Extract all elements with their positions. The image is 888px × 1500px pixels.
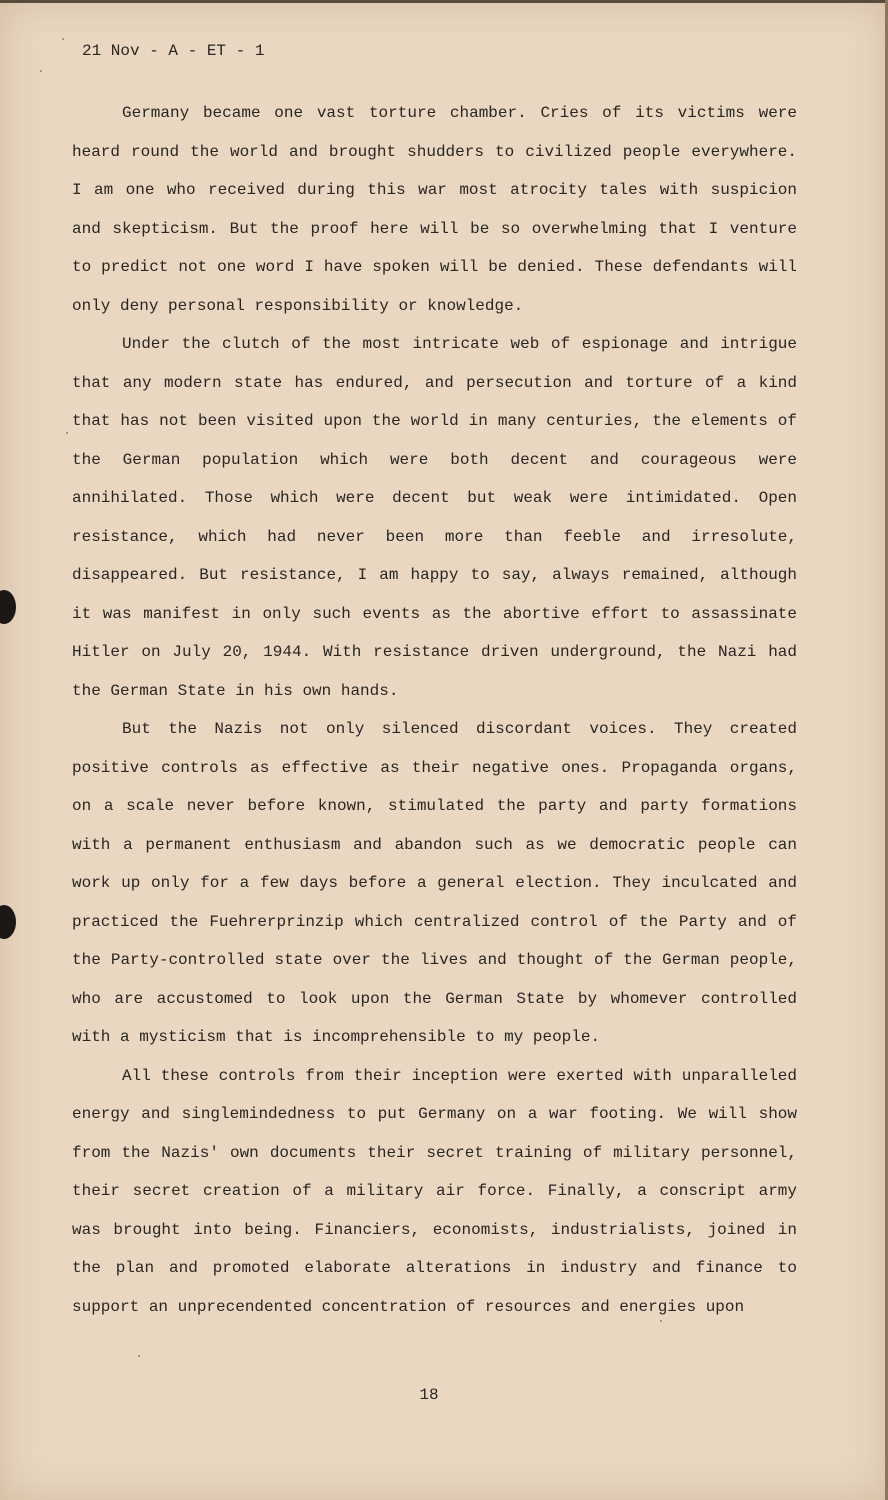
paper-speck	[66, 432, 68, 434]
body-paragraph: Under the clutch of the most intricate web of espionage and intrigue that any modern state has endured, and persecution and torture of a kind that has not been visited upon the world in many centuries, the elements of the German population which were both decent and courageous were annihilated. Those which were decent but weak were intimidated. Open resistance, which had never been more than feeble and irresolute, disappeared. But resistance, I am happy to say, always remained, although it was manifest in only such events as the abortive effort to assassinate Hitler on July 20, 1944. With resistance driven underground, the Nazi had the German State in his own hands.	[72, 335, 797, 700]
page-edge-top	[0, 0, 888, 3]
body-paragraph: But the Nazis not only silenced discordant voices. They created positive controls as effective as their negative ones. Propaganda organs, on a scale never before known, stimulated the party and party formations with a permanent enthusiasm and abandon such as we democratic people can work up only for a few days before a general election. They inculcated and practiced the Fuehrerprinzip which centralized control of the Party and of the Party-controlled state over the lives and thought of the German people, who are accustomed to look upon the German State by whomever controlled with a mysticism that is incomprehensible to my people.	[72, 720, 797, 1046]
punch-hole-icon	[0, 905, 16, 939]
body-paragraph: All these controls from their inception were exerted with unparalleled energy and singlemindedness to put Germany on a war footing. We will show from the Nazis' own documents their secret training of military personnel, their secret creation of a military air force. Finally, a conscript army was brought into being. Financiers, economists, industrialists, joined in the plan and promoted elaborate alterations in industry and finance to support an unprecendented concentration of resources and energies upon	[72, 1066, 797, 1316]
document-header: 21 Nov - A - ET - 1	[82, 42, 265, 60]
body-paragraph: Germany became one vast torture chamber. Cries of its victims were heard round the world and brought shudders to civilized people everywhere. I am one who received during this war most atrocity tales with suspicion and skepticism. But the proof here will be so overwhelming that I venture to predict not one word I have spoken will be denied. These defendants will only deny personal responsibility or knowledge.	[72, 104, 797, 315]
page-number: 18	[419, 1386, 439, 1404]
paper-speck	[138, 1355, 140, 1357]
paper-speck	[62, 38, 64, 40]
document-body	[72, 94, 797, 1326]
paper-speck	[40, 70, 42, 72]
punch-hole-icon	[0, 590, 16, 624]
